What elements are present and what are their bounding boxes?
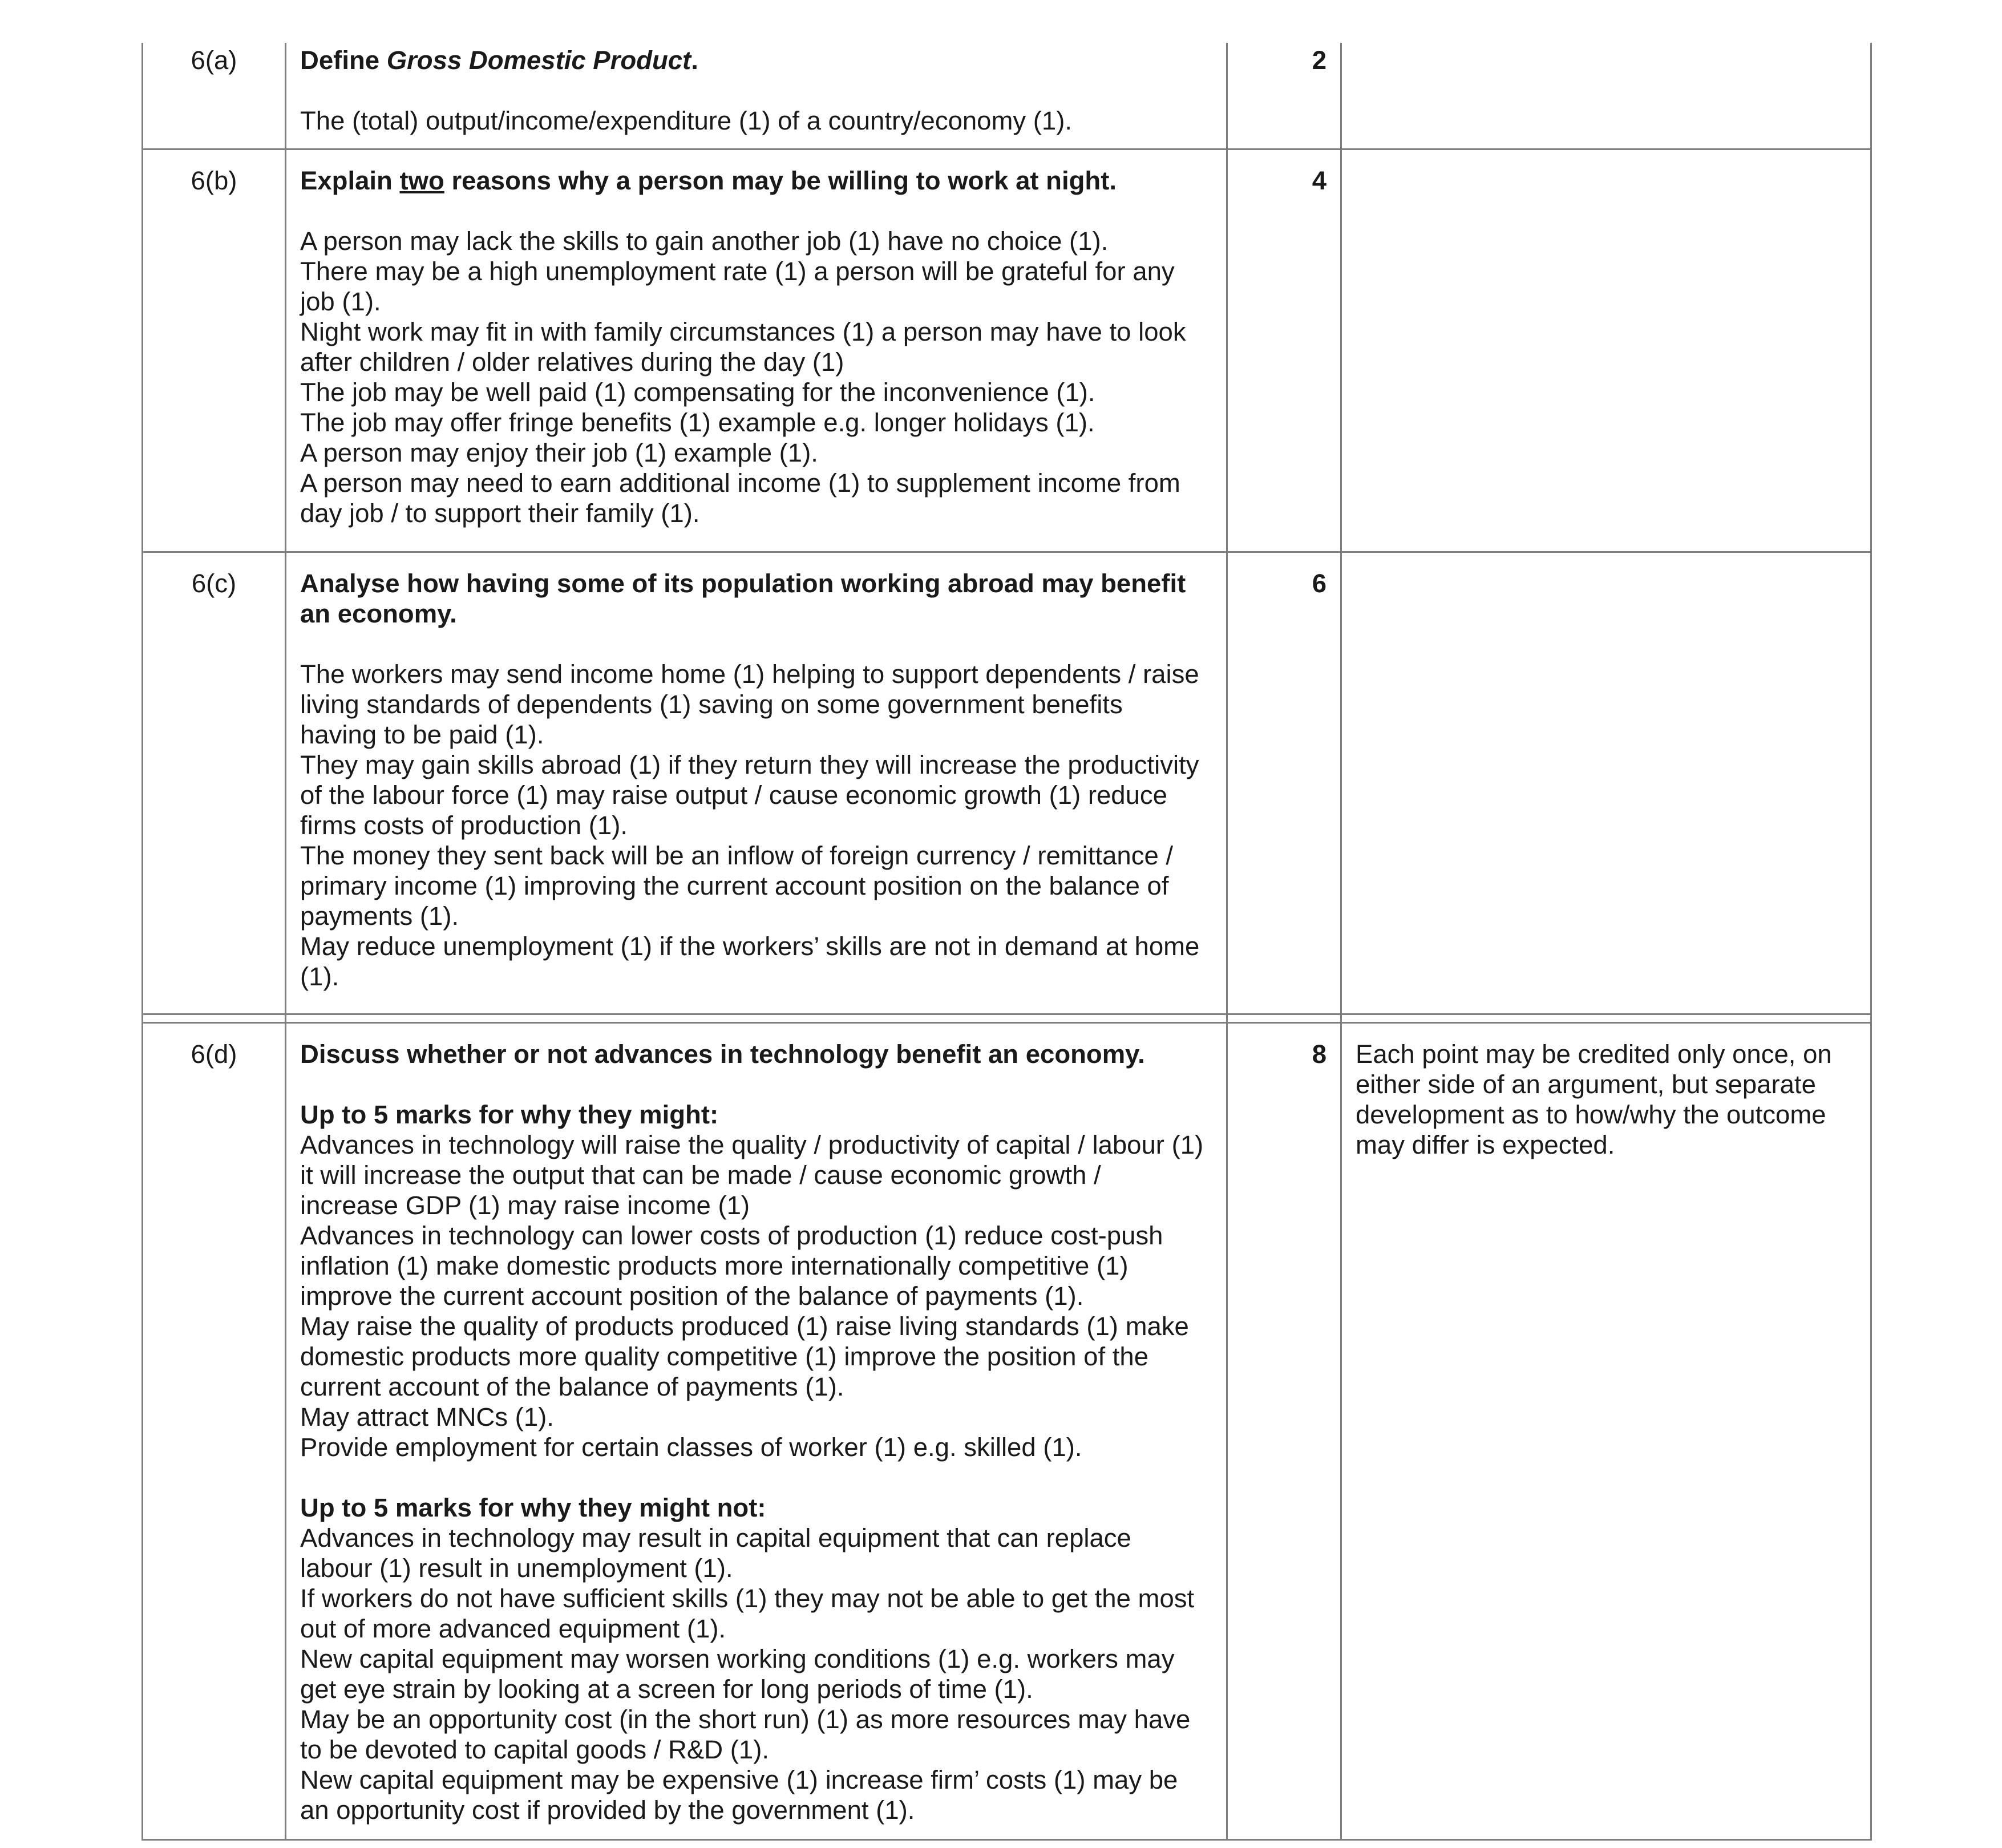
answer-line: improve the current account position of the balance of payments (1).: [300, 1281, 1084, 1311]
answer-line: Provide employment for certain classes of worker (1) e.g. skilled (1).: [300, 1433, 1082, 1462]
row-separator: [143, 1014, 1871, 1023]
answer-line: The workers may send income home (1) helping to support dependents / raise: [300, 660, 1199, 689]
table-row: [143, 149, 1871, 552]
answer-line: living standards of dependents (1) saving on some government benefits: [300, 690, 1123, 719]
answer-line: May be an opportunity cost (in the short run) (1) as more resources may have: [300, 1705, 1191, 1734]
answer-line: inflation (1) make domestic products more internationally competitive (1): [300, 1251, 1129, 1280]
answer-line: primary income (1) improving the current account position on the balance of: [300, 871, 1169, 900]
question-number: 6(b): [143, 149, 286, 552]
answer-line: payments (1).: [300, 901, 459, 931]
answer-line: domestic products more quality competitive (1) improve the position of the: [300, 1342, 1149, 1371]
answer-line: The (total) output/income/expenditure (1) of a country/economy (1).: [300, 106, 1073, 135]
guidance-line: development as to how/why the outcome: [1356, 1100, 1826, 1129]
answer-line: day job / to support their family (1).: [300, 499, 700, 528]
answer-line: Advances in technology may result in capital equipment that can replace: [300, 1523, 1131, 1552]
answer-line: The job may be well paid (1) compensating for the inconvenience (1).: [300, 378, 1095, 407]
answer-line: A person may lack the skills to gain another job (1) have no choice (1).: [300, 227, 1109, 256]
question-text: Analyse how having some of its population working abroad may benefit: [300, 569, 1186, 598]
answer-line: job (1).: [300, 287, 381, 316]
guidance-cell: [1341, 43, 1871, 149]
answer-cell: [286, 1023, 1227, 1840]
answer-line: New capital equipment may be expensive (1) increase firm’ costs (1) may be: [300, 1765, 1178, 1794]
answer-line: A person may need to earn additional income (1) to supplement income from: [300, 468, 1180, 498]
answer-line: labour (1) result in unemployment (1).: [300, 1554, 733, 1583]
answer-cell: [286, 43, 1227, 149]
question-number: 6(a): [143, 43, 286, 149]
answer-line: an opportunity cost if provided by the government (1).: [300, 1796, 915, 1825]
mark-scheme-table: [141, 43, 1872, 1841]
guidance-cell: [1341, 1023, 1871, 1840]
question-number: 6(d): [143, 1023, 286, 1840]
table-row: [143, 552, 1871, 1014]
guidance-line: Each point may be credited only once, on: [1356, 1040, 1832, 1069]
answer-line: firms costs of production (1).: [300, 811, 628, 840]
section-heading-might: Up to 5 marks for why they might:: [300, 1100, 719, 1129]
separator-cell: [286, 1014, 1227, 1023]
guidance-cell: [1341, 552, 1871, 1014]
answer-line: current account of the balance of payments (1).: [300, 1372, 844, 1401]
question-number: 6(c): [143, 552, 286, 1014]
answer-line: get eye strain by looking at a screen for long periods of time (1).: [300, 1675, 1033, 1704]
answer-line: Advances in technology can lower costs of production (1) reduce cost-push: [300, 1221, 1163, 1250]
answer-line: May attract MNCs (1).: [300, 1402, 554, 1432]
answer-line: out of more advanced equipment (1).: [300, 1614, 726, 1643]
answer-line: If workers do not have sufficient skills (1) they may not be able to get the most: [300, 1584, 1195, 1613]
guidance-cell: [1341, 149, 1871, 552]
answer-line: (1).: [300, 962, 339, 991]
answer-line: after children / older relatives during the day (1): [300, 347, 844, 377]
answer-line: The job may offer fringe benefits (1) example e.g. longer holidays (1).: [300, 408, 1095, 437]
guidance-line: may differ is expected.: [1356, 1130, 1615, 1159]
marks-value: 2: [1227, 43, 1341, 149]
answer-line: Advances in technology will raise the quality / productivity of capital / labour (1): [300, 1130, 1204, 1159]
answer-line: May reduce unemployment (1) if the workers’ skills are not in demand at home: [300, 932, 1200, 961]
marks-value: 4: [1227, 149, 1341, 552]
marks-value: 6: [1227, 552, 1341, 1014]
table-row: [143, 43, 1871, 149]
question-text: Explain two reasons why a person may be willing to work at night.: [300, 166, 1117, 195]
question-text: an economy.: [300, 599, 457, 628]
section-heading-might-not: Up to 5 marks for why they might not:: [300, 1493, 766, 1522]
answer-line: There may be a high unemployment rate (1) a person will be grateful for any: [300, 257, 1175, 286]
answer-line: They may gain skills abroad (1) if they return they will increase the productivity: [300, 750, 1199, 779]
answer-cell: [286, 149, 1227, 552]
answer-line: Night work may fit in with family circumstances (1) a person may have to look: [300, 317, 1186, 346]
answer-cell: [286, 552, 1227, 1014]
answer-line: May raise the quality of products produced (1) raise living standards (1) make: [300, 1312, 1189, 1341]
separator-cell: [1227, 1014, 1341, 1023]
question-text: Define Gross Domestic Product.: [300, 46, 698, 75]
marks-value: 8: [1227, 1023, 1341, 1840]
separator-cell: [1341, 1014, 1871, 1023]
mark-scheme-sheet: [141, 43, 1870, 1841]
table-row: [143, 1023, 1871, 1840]
question-text: Discuss whether or not advances in technology benefit an economy.: [300, 1040, 1145, 1069]
guidance-line: either side of an argument, but separate: [1356, 1070, 1816, 1099]
answer-line: increase GDP (1) may raise income (1): [300, 1191, 750, 1220]
answer-line: it will increase the output that can be made / cause economic growth /: [300, 1160, 1101, 1190]
separator-cell: [143, 1014, 286, 1023]
answer-line: A person may enjoy their job (1) example (1).: [300, 438, 818, 467]
answer-line: to be devoted to capital goods / R&D (1).: [300, 1735, 769, 1764]
answer-line: having to be paid (1).: [300, 720, 544, 749]
answer-line: of the labour force (1) may raise output / cause economic growth (1) reduce: [300, 781, 1167, 810]
answer-line: The money they sent back will be an inflow of foreign currency / remittance /: [300, 841, 1174, 870]
answer-line: New capital equipment may worsen working conditions (1) e.g. workers may: [300, 1644, 1175, 1673]
